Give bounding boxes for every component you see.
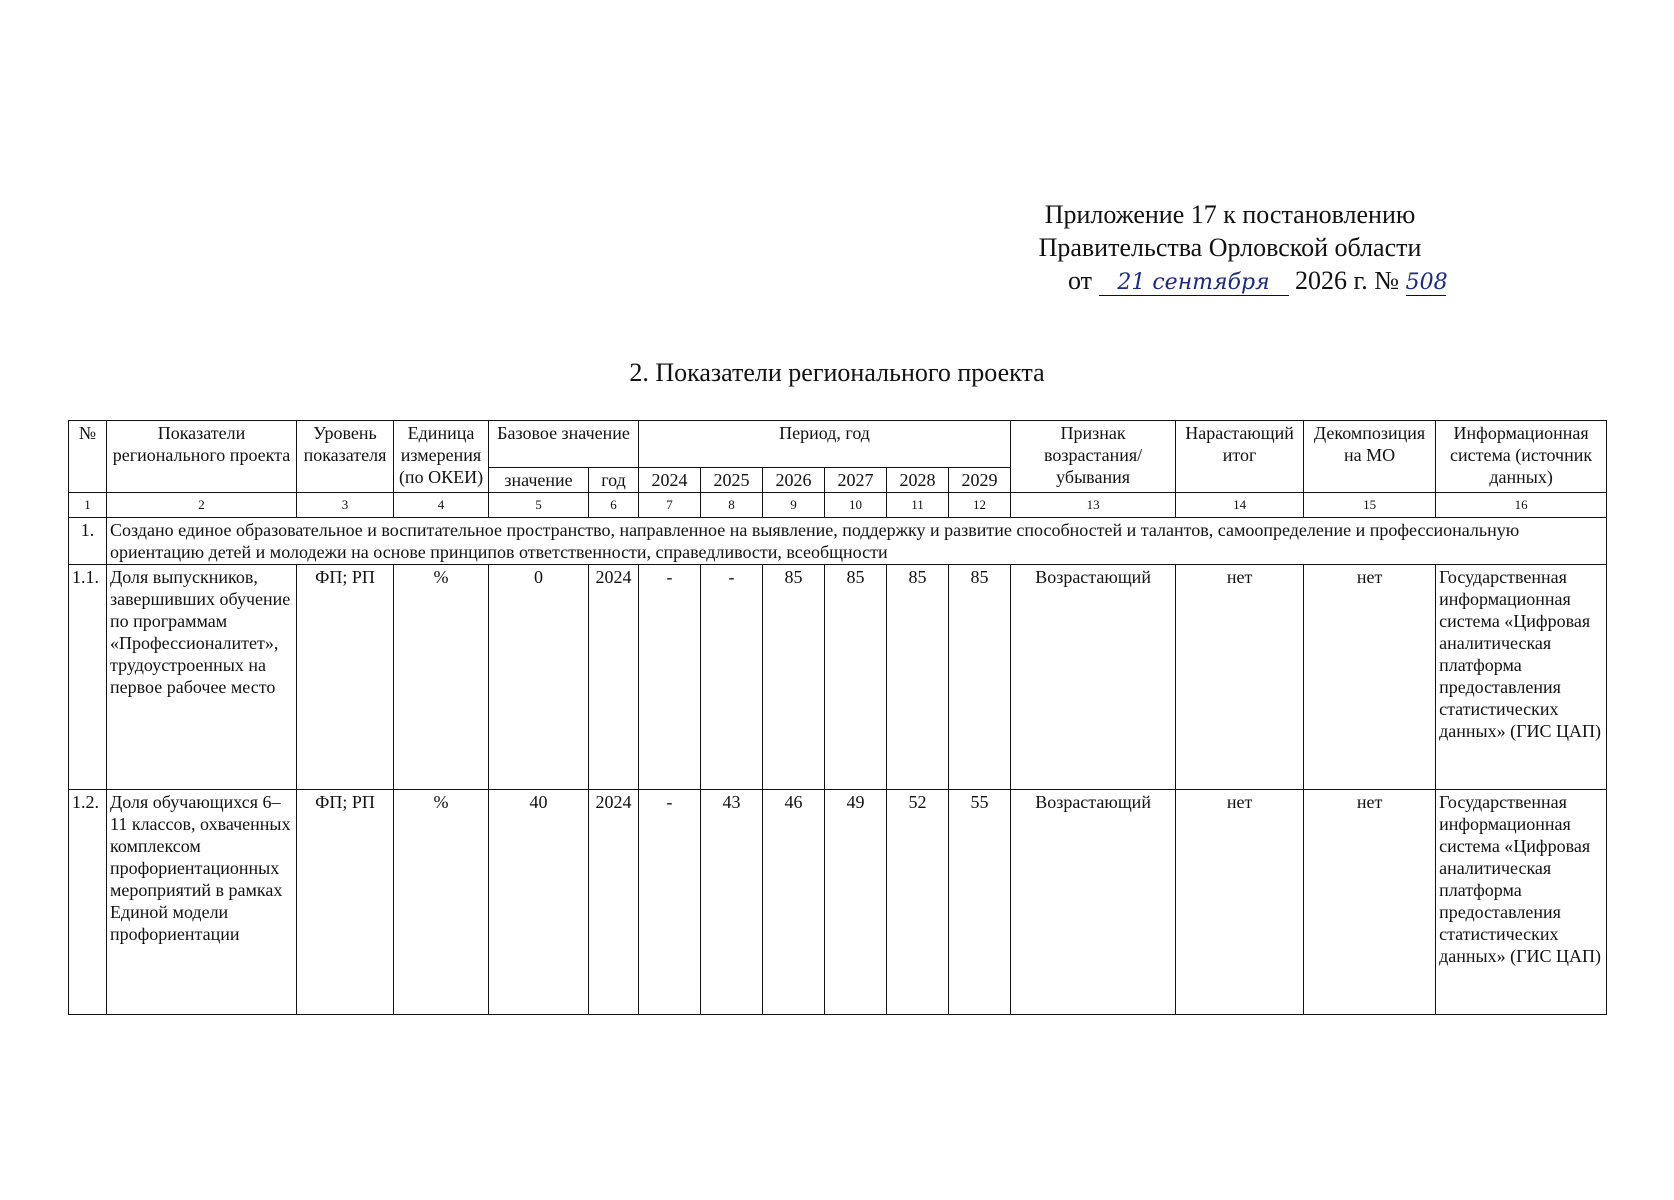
handwritten-date: 21 сентября bbox=[1099, 271, 1289, 296]
header-unit: Единица измерения (по ОКЕИ) bbox=[394, 421, 489, 493]
row-value-2029: 85 bbox=[949, 565, 1011, 790]
col-num: 12 bbox=[949, 493, 1011, 518]
header-year-2029: 2029 bbox=[949, 468, 1011, 493]
col-num: 9 bbox=[763, 493, 825, 518]
row-value-2028: 52 bbox=[887, 790, 949, 1015]
row-indicator: Доля выпускников, завершивших обучение по программам «Профессионалитет», трудоустроенных на первое рабочее место bbox=[107, 565, 297, 790]
row-value-2027: 49 bbox=[825, 790, 887, 1015]
col-num: 14 bbox=[1176, 493, 1304, 518]
row-value-2028: 85 bbox=[887, 565, 949, 790]
header-year-2025: 2025 bbox=[701, 468, 763, 493]
header-cumulative: Нарастающий итог bbox=[1176, 421, 1304, 493]
row-value-2024: - bbox=[639, 790, 701, 1015]
row-cumulative: нет bbox=[1176, 565, 1304, 790]
row-value-2025: - bbox=[701, 565, 763, 790]
table-row bbox=[69, 790, 1607, 1015]
header-base-value: значение bbox=[489, 468, 589, 493]
header-info-system: Информационная система (источник данных) bbox=[1436, 421, 1607, 493]
header-base-year: год bbox=[589, 468, 639, 493]
row-level: ФП; РП bbox=[297, 565, 394, 790]
col-num: 11 bbox=[887, 493, 949, 518]
appendix-line-1: Приложение 17 к постановлению bbox=[1044, 200, 1416, 229]
row-base-year: 2024 bbox=[589, 565, 639, 790]
row-cumulative: нет bbox=[1176, 790, 1304, 1015]
col-num: 1 bbox=[69, 493, 107, 518]
row-num: 1.2. bbox=[69, 790, 107, 1015]
row-trend: Возрастающий bbox=[1011, 790, 1176, 1015]
row-value-2026: 46 bbox=[763, 790, 825, 1015]
col-num: 8 bbox=[701, 493, 763, 518]
header-decomposition: Декомпозиция на МО bbox=[1304, 421, 1436, 493]
header-year-2026: 2026 bbox=[763, 468, 825, 493]
appendix-line-2: Правительства Орловской области bbox=[1038, 233, 1422, 262]
appendix-header bbox=[1000, 198, 1460, 297]
row-value-2026: 85 bbox=[763, 565, 825, 790]
appendix-date-line bbox=[1000, 264, 1460, 297]
page-title: 2. Показатели регионального проекта bbox=[629, 358, 1045, 387]
row-base-year: 2024 bbox=[589, 790, 639, 1015]
row-decomposition: нет bbox=[1304, 565, 1436, 790]
row-indicator: Доля обучающихся 6–11 классов, охваченных комплексом профориентационных мероприятий в рамках Единой модели профориентации bbox=[107, 790, 297, 1015]
section-text: Создано единое образовательное и воспитательное пространство, направленное на выявление, поддержку и развитие способностей и талантов, самоопределение и профессиональную ориентацию детей и молодежи на основе принципов ответственности, справедливости, всеобщности bbox=[107, 518, 1607, 565]
row-value-2024: - bbox=[639, 565, 701, 790]
row-unit: % bbox=[394, 565, 489, 790]
row-trend: Возрастающий bbox=[1011, 565, 1176, 790]
row-value-2025: 43 bbox=[701, 790, 763, 1015]
section-num: 1. bbox=[69, 518, 107, 565]
date-prefix: от bbox=[1068, 266, 1093, 295]
header-period: Период, год bbox=[639, 421, 1011, 468]
col-num: 3 bbox=[297, 493, 394, 518]
row-info-system: Государственная информационная система «Цифровая аналитическая платформа предоставления статистических данных» (ГИС ЦАП) bbox=[1436, 565, 1607, 790]
section-row bbox=[69, 518, 1607, 565]
row-level: ФП; РП bbox=[297, 790, 394, 1015]
row-base-value: 0 bbox=[489, 565, 589, 790]
col-num: 2 bbox=[107, 493, 297, 518]
header-level: Уровень показателя bbox=[297, 421, 394, 493]
header-indicator: Показатели регионального проекта bbox=[107, 421, 297, 493]
col-num: 7 bbox=[639, 493, 701, 518]
column-numbers-row bbox=[69, 493, 1607, 518]
header-trend: Признак возрастания/ убывания bbox=[1011, 421, 1176, 493]
col-num: 13 bbox=[1011, 493, 1176, 518]
header-year-2028: 2028 bbox=[887, 468, 949, 493]
row-value-2029: 55 bbox=[949, 790, 1011, 1015]
header-year-2027: 2027 bbox=[825, 468, 887, 493]
row-base-value: 40 bbox=[489, 790, 589, 1015]
indicators-table bbox=[68, 420, 1607, 1015]
year-text: 2026 г. № bbox=[1295, 266, 1400, 295]
row-value-2027: 85 bbox=[825, 565, 887, 790]
row-unit: % bbox=[394, 790, 489, 1015]
header-base: Базовое значение bbox=[489, 421, 639, 468]
col-num: 4 bbox=[394, 493, 489, 518]
table-row bbox=[69, 565, 1607, 790]
header-num: № bbox=[69, 421, 107, 493]
col-num: 5 bbox=[489, 493, 589, 518]
col-num: 6 bbox=[589, 493, 639, 518]
handwritten-number: 508 bbox=[1405, 270, 1448, 295]
header-year-2024: 2024 bbox=[639, 468, 701, 493]
col-num: 16 bbox=[1436, 493, 1607, 518]
row-decomposition: нет bbox=[1304, 790, 1436, 1015]
col-num: 10 bbox=[825, 493, 887, 518]
row-num: 1.1. bbox=[69, 565, 107, 790]
col-num: 15 bbox=[1304, 493, 1436, 518]
row-info-system: Государственная информационная система «Цифровая аналитическая платформа предоставления статистических данных» (ГИС ЦАП) bbox=[1436, 790, 1607, 1015]
